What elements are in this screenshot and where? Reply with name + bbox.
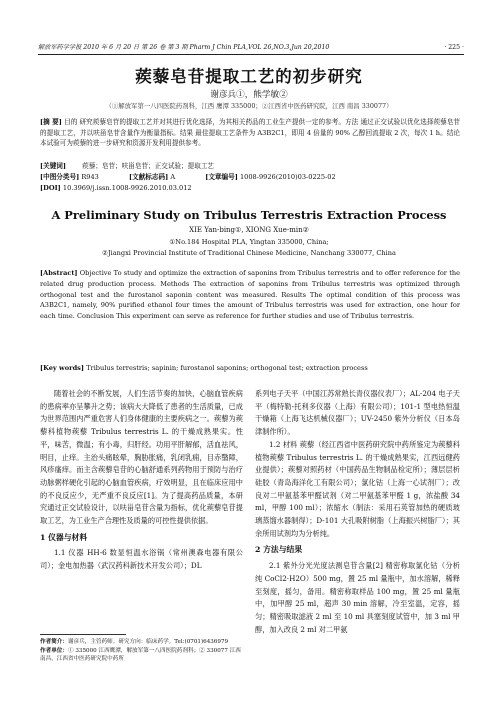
doi-value: 10.3969/j.issn.1008-9926.2010.03.012 xyxy=(62,184,192,192)
footnote xyxy=(40,638,245,664)
title-en: A Preliminary Study on Tribulus Terrestris Extraction Process xyxy=(51,208,447,222)
keywords-cn-label: [关键词] xyxy=(40,162,67,170)
abstract-cn-text: 目的 研究蒺藜皂苷的提取工艺并对其进行优化选择，为其相关药品的工业生产提供一定的参考。方法 通过正交试验以优化选择蒺藜皂苷的提取工艺，并以呋甾皂苷含量作为衡量指标。结果 最佳提取工艺条件为 A3B2C1，即用 4 倍量的 90% 乙醇回流提取 2 次，每次 1 h。结论 本试验可为蒺藜的进一步研究和资源开发利用提供参考。 xyxy=(40,118,460,148)
running-header xyxy=(38,44,464,55)
keywords-en xyxy=(40,364,460,372)
section-1-heading: 1 仪器与材料 xyxy=(40,532,88,542)
article-id-label: [文章编号] xyxy=(205,173,238,181)
classification-line xyxy=(40,172,460,183)
doi-line xyxy=(40,183,460,194)
instruments-paragraph: 系列电子天平（中国江苏常熟长青仪器仪表厂）；AL-204 电子天平（梅特勒-托利多仪器（上海）有限公司）；101-1 型电热恒温干燥箱（上海飞达机械仪器厂）；UV-2450 紫外分析仪（日本岛津制作所）。 xyxy=(255,389,460,437)
affiliation-en-2: ②Jiangxi Provincial Institute of Traditional Chinese Medicine, Nanchang 330077, China xyxy=(102,249,396,257)
clc-value: R943 xyxy=(81,173,99,181)
affiliation-en-1: ①No.184 Hospital PLA, Yingtan 335000, China; xyxy=(169,238,329,246)
clc-label: [中图分类号] xyxy=(40,173,80,181)
page-number: · 225 · xyxy=(444,44,464,51)
section-1-1-paragraph: 1.1 仪器 HH-6 数显恒温水浴锅（常州澳森电器有限公司）；金电加热器（武汉药科新技术开发公司）；DL xyxy=(40,548,243,571)
section-1-2-paragraph: 1.2 材料 蒺藜（经江西省中医药研究院中药所鉴定为蒺藜科植物蒺藜 Tribulus terrestris L. 的干燥成熟果实，江西远健药业提供）；蒺藜对照药材（中国药品生物制品检定所）；薄层层析硅胶（青岛海洋化工有限公司）；氯化钴（上海一心试剂厂）；改良对二甲氨基苯甲醛试剂（对二甲氨基苯甲醛 1 g，浓盐酸 34 ml，甲醇 100 ml）；浓缩水（制法：采用石英管加热的硬质玻璃蒸馏水器制得）；D-101 大孔吸附树脂（上海振兴树脂厂）；其余所用试剂均为分析纯。 xyxy=(255,439,460,538)
author-bio xyxy=(40,638,245,647)
doc-label: [文献标志码] xyxy=(129,173,169,181)
body-right-column xyxy=(255,388,460,636)
intro-paragraph: 随着社会的不断发展，人们生活节奏的加快，心脑血管疾病的患病率亦呈攀升之势；该病大大降低了患者的生活质量，已成为世界范围内严重危害人们身体健康的主要疾病之一。蒺藜为蒺藜科植物蒺藜 Tribulus terrestris L. 的干燥成熟果实。性平，味苦，微温；有小毒，归肝经。功用平肝解郁，活血祛风，明目，止痒。主治头痛眩晕，胸胁胀痛，乳闭乳痈，目赤翳障，风疹瘙痒。而主含蒺藜皂苷的心脑舒通系列药物用于预防与治疗动脉粥样硬化引起的心脑血管疾病，疗效明显，且在临床应用中的不良反应少，无严重不良反应[1]。为了提高药品质量，本研究通过正交试验设计，以呋甾皂苷含量为指标，优化蒺藜皂苷提取工艺，为工业生产合理性及质量的可控性提供依据。 xyxy=(40,389,243,526)
affiliations-cn: （①解放军第一八四医院药剂科，江西 鹰潭 335000；②江西省中医药研究院，江西 南昌 330077） xyxy=(105,102,393,110)
section-2-heading: 2 方法与结果 xyxy=(255,545,303,555)
author-unit xyxy=(40,647,245,664)
keywords-cn xyxy=(40,161,460,172)
author-unit-label: 作者单位： xyxy=(40,647,68,654)
body-left-column xyxy=(40,388,243,573)
article-id-value: 1008-9926(2010)03-0225-02 xyxy=(239,173,336,181)
keywords-cn-text: 蒺藜；皂苷；呋甾皂苷；正交试验；提取工艺 xyxy=(82,162,215,170)
abstract-en-label: [Abstract] xyxy=(40,269,78,277)
section-2-1-paragraph: 2.1 紫外分光光度法测皂苷含量[2] 精密称取氯化钴（分析纯 CoCl2·H2O）500 mg，置 25 ml 量瓶中，加水溶解，稀释至刻度，摇匀，备用。精密称取样品 100 mg，置 25 ml 量瓶中，加甲醇 25 ml，超声 30 min 溶解，冷至室温，定容，摇匀；精密吸取滤液 2 ml 至 10 ml 具塞刻度试管中，加 3 ml 甲醇，加入改良 2 ml 对二甲氨 xyxy=(255,561,460,634)
keywords-en-label: [Key words] xyxy=(40,364,85,372)
authors-en: XIE Yan-bing①, XIONG Xue-min② xyxy=(189,226,309,234)
abstract-en xyxy=(40,268,460,322)
abstract-cn-label: [摘 要] xyxy=(40,118,62,126)
authors-cn: 谢彦兵①，熊学敏② xyxy=(210,90,288,100)
author-bio-label: 作者简介： xyxy=(40,639,68,645)
doi-label: [DOI] xyxy=(40,184,61,192)
author-bio-text: 谢彦兵，主管药师。研究方向：临床药学。Tel:(0701)6436979 xyxy=(67,639,229,645)
author-unit-text: ① 335000 江西鹰潭，解放军第一八四医院药剂科；② 330077 江西南昌，江西省中医药研究院中药所 xyxy=(40,647,241,662)
keywords-en-text: Tribulus terrestris; sapinin; furostanol saponins; orthogonal test; extraction process xyxy=(86,364,368,372)
doc-value: A xyxy=(170,173,176,181)
abstract-en-text: Objective To study and optimize the extraction of saponins from Tribulus terrestris and to offer reference for the related drug production process. Methods The extraction of saponins from Tribulus terrestris was optimized through orthogonal test and the furostanol saponin content was measured. Results The optimal condition of this process was A3B2C1, namely, 90% purified ethanol four times the amount of Tribulus terrestris was used for extraction, one hour for each time. Conclusion This experiment can serve as reference for further studies and use of Tribulus terrestris. xyxy=(40,269,460,321)
journal-citation: 解放军药学学报 2010 年 6 月 20 日 第 26 卷 第 3 期 Pharm J Chin PLA,VOL 26,NO.3,Jun 20,2010 xyxy=(38,44,330,51)
abstract-cn xyxy=(40,117,460,149)
footnote-divider xyxy=(40,634,126,635)
title-cn: 蒺藜皂苷提取工艺的初步研究 xyxy=(135,67,363,86)
